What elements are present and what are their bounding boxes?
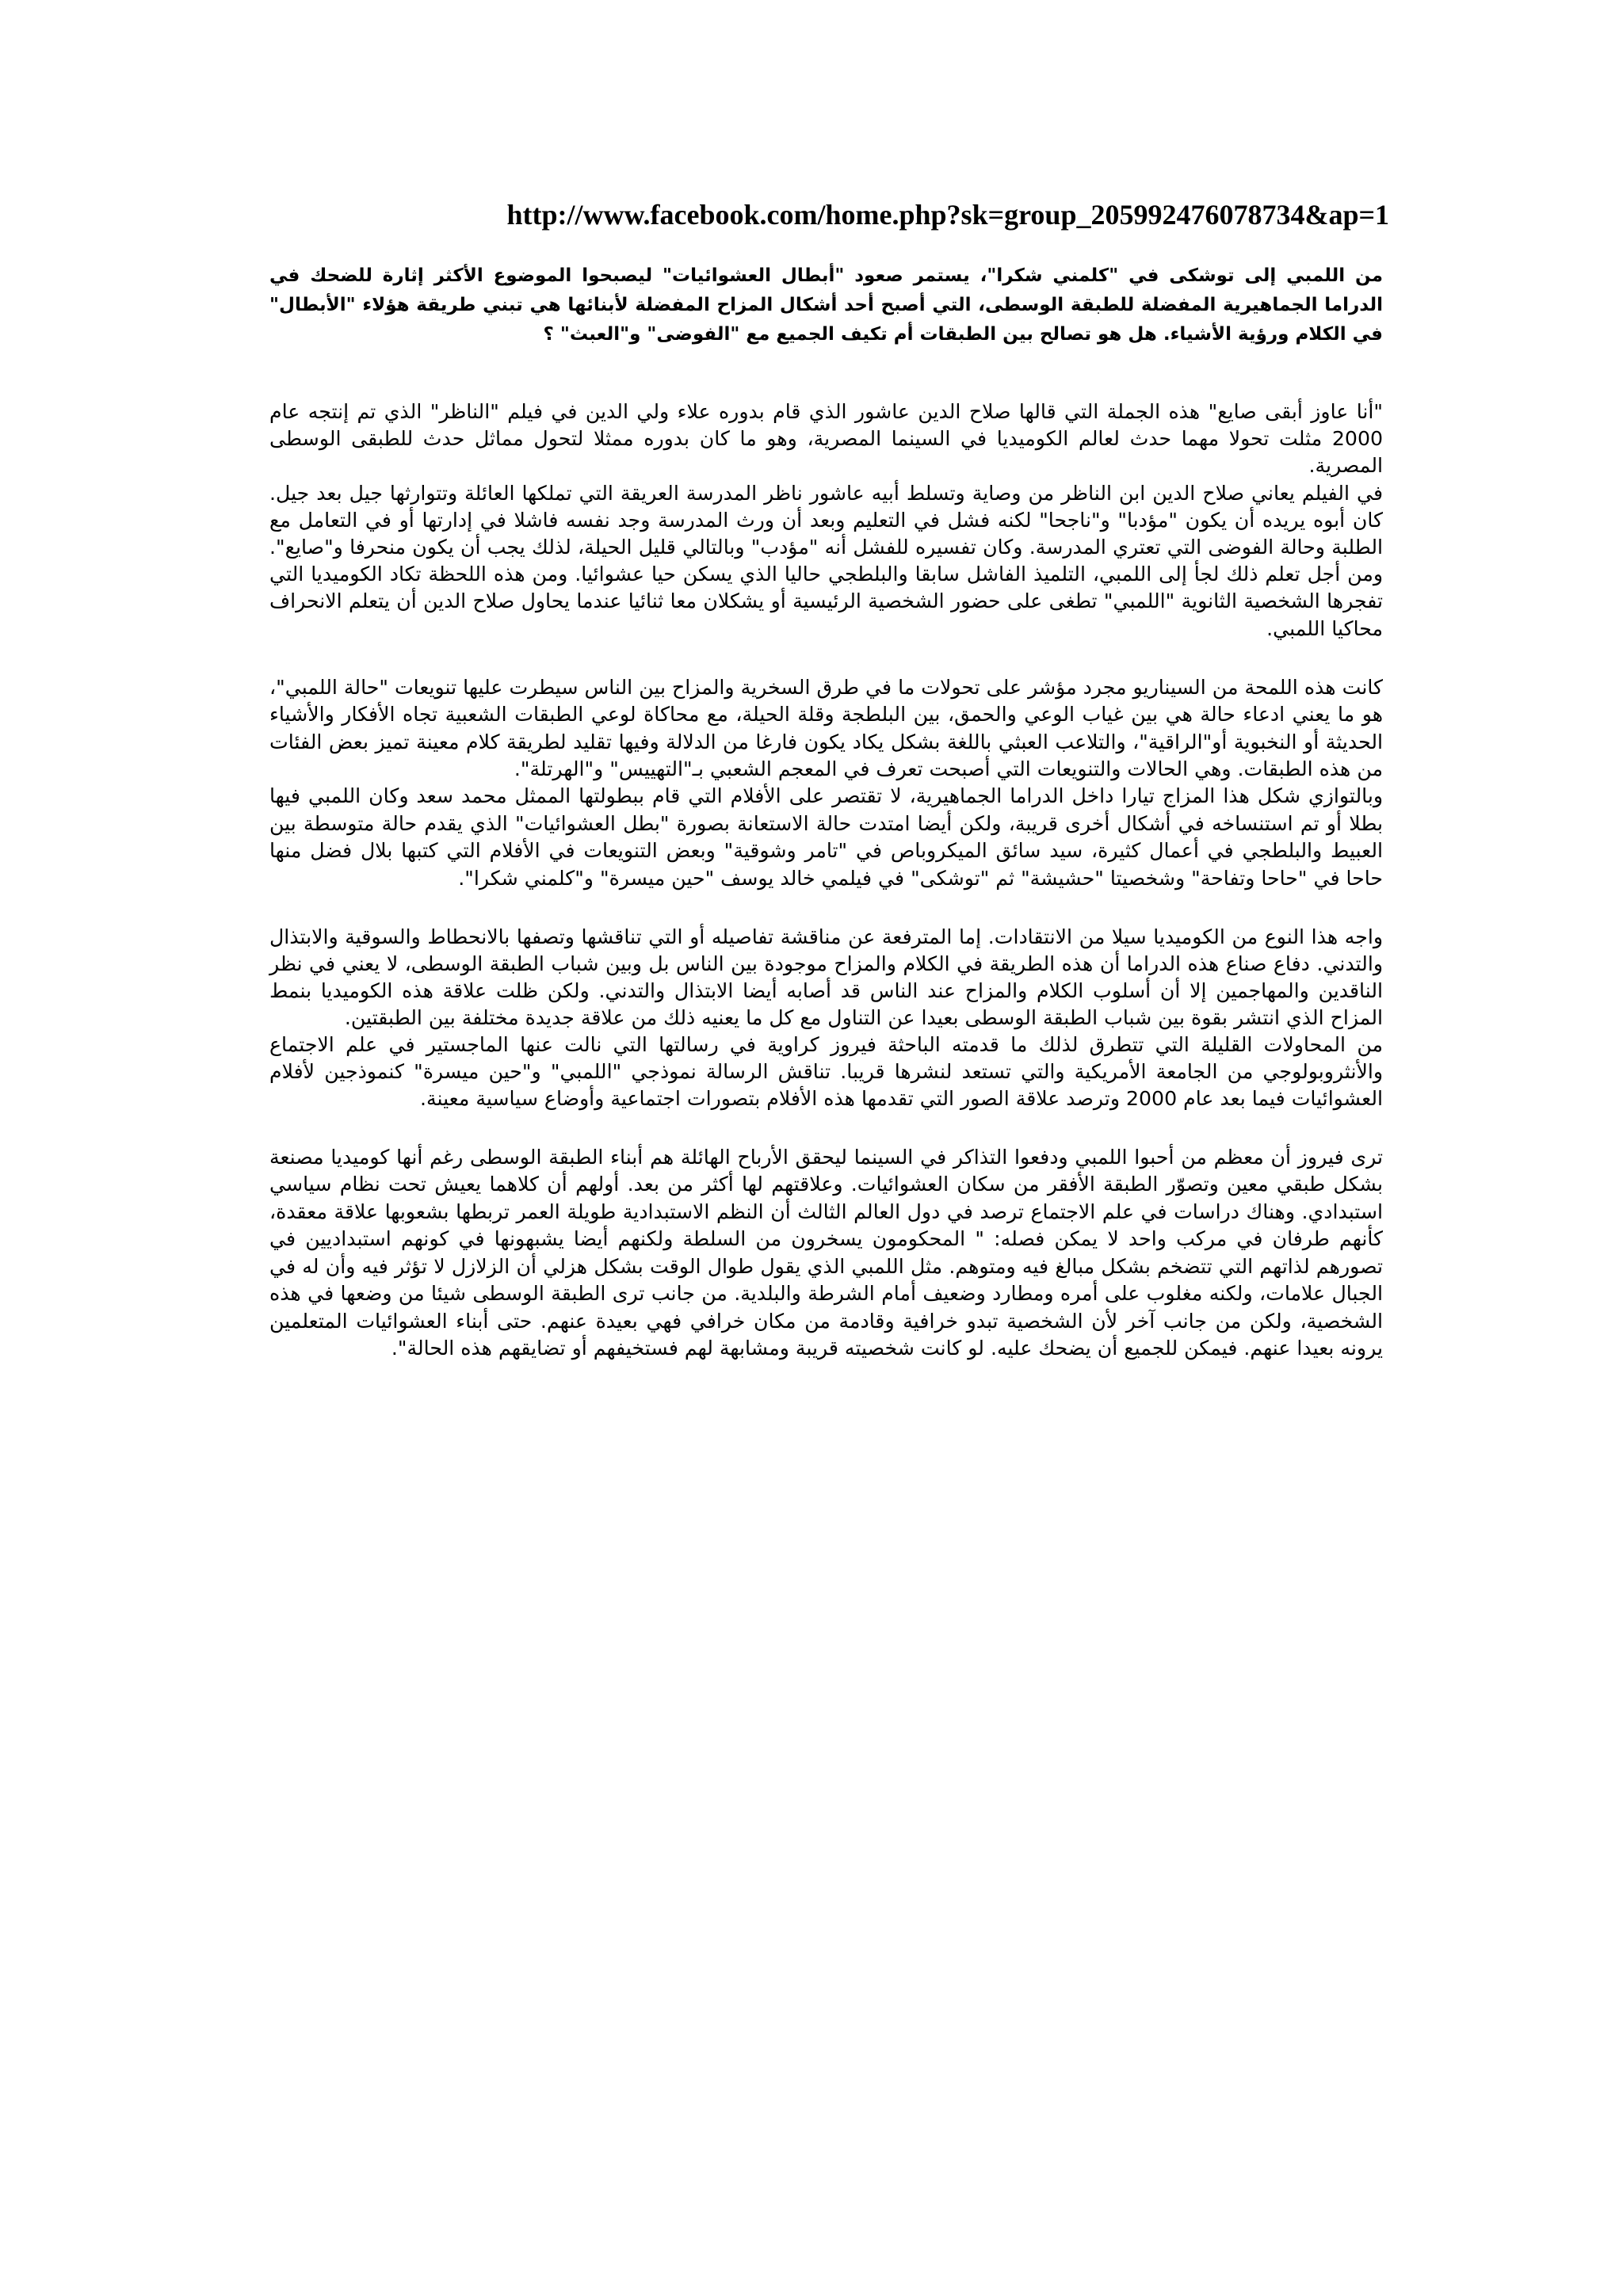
paragraph: واجه هذا النوع من الكوميديا سيلا من الانتقادات. إما المترفعة عن مناقشة تفاصيله أو التي تناقشها وتصفها بالانحطاط والسوقية والابتذال والتدني. دفاع صناع هذه الدراما أن هذه الطريقة في الكلام والمزاح موجودة بين الناس بل وبين شباب الطبقة الوسطى، لا يعني في نظر الناقدين والمهاجمين إلا أن أسلوب الكلام والمزاح عند الناس قد أصابه أيضا الابتذال والتدني. ولكن ظلت علاقة هذه الكوميديا بنمط المزاح الذي انتشر بقوة بين شباب الطبقة الوسطى بعيدا عن التناول مع كل ما يعنيه ذلك من علاقة جديدة مختلفة بين الطبقتين. (269, 925, 1383, 1030)
paragraph: في الفيلم يعاني صلاح الدين ابن الناظر من وصاية وتسلط أبيه عاشور ناظر المدرسة العريقة التي تملكها العائلة وتتوارثها جيل بعد جيل. كان أبوه يريده أن يكون "مؤدبا" و"ناجحا" لكنه فشل في التعليم وبعد أن ورث المدرسة وجد نفسه فاشلا في إدارتها أو في التعامل مع الطلبة وحالة الفوضى التي تعتري المدرسة. وكان تفسيره للفشل أنه "مؤدب" وبالتالي قليل الحيلة، لذلك يجب أن يكون منحرفا و"صايع". ومن أجل تعلم ذلك لجأ إلى اللمبي، التلميذ الفاشل سابقا والبلطجي حاليا الذي يسكن حيا عشوائيا. ومن هذه اللحظة تكاد الكوميديا التي تفجرها الشخصية الثانوية "اللمبي" تطغى على حضور الشخصية الرئيسية أو يشكلان معا ثنائيا عندما يحاول صلاح الدين أن يتعلم الانحراف محاكيا اللمبي. (269, 481, 1383, 640)
section-1 (269, 399, 1383, 643)
source-url: http://www.facebook.com/home.php?sk=group_205992476078734&ap=1 (506, 199, 1389, 231)
paragraph: ترى فيروز أن معظم من أحبوا اللمبي ودفعوا التذاكر في السينما ليحقق الأرباح الهائلة هم أبناء الطبقة الوسطى رغم أنها كوميديا مصنعة بشكل طبقي معين وتصوّر الطبقة الأفقر من سكان العشوائيات. وعلاقتهم لها أكثر من بعد. أولهم أن كلاهما يعيش تحت نظام سياسي استبدادي. وهناك دراسات في علم الاجتماع ترصد في دول العالم الثالث أن النظم الاستبدادية طويلة العمر تربطها بشعوبها علاقة معقدة، كأنهم طرفان في مركب واحد لا يمكن فصله: " المحكومون يسخرون من السلطة ولكنهم أيضا يشبهونها في كونهم استبداديين في تصورهم لذاتهم التي تتضخم بشكل مبالغ فيه ومتوهم. مثل اللمبي الذي يقول طوال الوقت بشكل هزلي أن الزلازل لا تؤثر فيه وأن له في الجبال علامات، ولكنه مغلوب على أمره ومطارد وضعيف أمام الشرطة والبلدية. من جانب ترى الطبقة الوسطى شيئا من وضعها في هذه الشخصية، ولكن من جانب آخر لأن الشخصية تبدو خرافية وقادمة من مكان خرافي فهي بعيدة عنهم. حتى أبناء العشوائيات المتعلمين يرونه بعيدا عنهم. فيمكن للجميع أن يضحك عليه. لو كانت شخصيته قريبة ومشابهة لهم فستخيفهم أو تضايقهم هذه الحالة". (269, 1146, 1383, 1360)
paragraph: كانت هذه اللمحة من السيناريو مجرد مؤشر على تحولات ما في طرق السخرية والمزاح بين الناس سيطرت عليها تنويعات "حالة اللمبي"، هو ما يعني ادعاء حالة هي بين غياب الوعي والحمق، بين البلطجة وقلة الحيلة، مع محاكاة لوعي الطبقات الشعبية تجاه الأفكار والأشياء الحديثة أو النخبوية أو"الراقية"، والتلاعب العبثي باللغة بشكل يكاد يكون فارغا من الدلالة وفيها تقليد لطريقة كلام معينة تميز بعض الفئات من هذه الطبقات. وهي الحالات والتنويعات التي أصبحت تعرف في المعجم الشعبي بـ"التهييس" و"الهرتلة". (269, 675, 1383, 781)
article-sections (269, 399, 1383, 1362)
article-body (269, 261, 1383, 1394)
section-3 (269, 924, 1383, 1112)
paragraph: وبالتوازي شكل هذا المزاج تيارا داخل الدراما الجماهيرية، لا تقتصر على الأفلام التي قام ببطولتها الممثل محمد سعد وكان اللمبي فيها بطلا أو تم استنساخه في أشكال أخرى قريبة، ولكن أيضا امتدت حالة الاستعانة بصورة "بطل العشوائيات" الذي يقدم حالة متوسطة بين العبيط والبلطجي في أعمال كثيرة، سيد سائق الميكروباص في "تامر وشوقية" وبعض التنويعات في الأفلام التي كتبها بلال فضل منها حاحا في "حاحا وتفاحة" وشخصيتا "حشيشة" ثم "توشكى" في فيلمي خالد يوسف "حين ميسرة" و"كلمني شكرا". (269, 784, 1383, 890)
paragraph: "أنا عاوز أبقى صايع" هذه الجملة التي قالها صلاح الدين عاشور الذي قام بدوره علاء ولي الدين في فيلم "الناظر" الذي تم إنتجه عام 2000 مثلت تحولا مهما حدث لعالم الكوميديا في السينما المصرية، وهو ما كان بدوره ممثلا لتحول مماثل حدث للطبقى الوسطى المصرية. (269, 400, 1383, 478)
section-4 (269, 1144, 1383, 1362)
article-intro: من اللمبي إلى توشكى في "كلمني شكرا"، يستمر صعود "أبطال العشوائيات" ليصبحوا الموضوع الأكثر إثارة للضحك في الدراما الجماهيرية المفضلة للطبقة الوسطى، التي أصبح أحد أشكال المزاح المفضلة لأبنائها هي تبني طريقة هؤلاء "الأبطال" في الكلام ورؤية الأشياء. هل هو تصالح بين الطبقات أم تكيف الجميع مع "الفوضى" و"العبث" ؟ (269, 265, 1383, 345)
section-2 (269, 674, 1383, 892)
paragraph: من المحاولات القليلة التي تتطرق لذلك ما قدمته الباحثة فيروز كراوية في رسالتها التي نالت عنها الماجستير في علم الاجتماع والأنثروبولوجي من الجامعة الأمريكية والتي تستعد لنشرها قريبا. تناقش الرسالة نموذجي "اللمبي" و"حين ميسرة" كنموذجين لأفلام العشوائيات فيما بعد عام 2000 وترصد علاقة الصور التي تقدمها هذه الأفلام بتصورات اجتماعية وأوضاع سياسية معينة. (269, 1033, 1383, 1111)
